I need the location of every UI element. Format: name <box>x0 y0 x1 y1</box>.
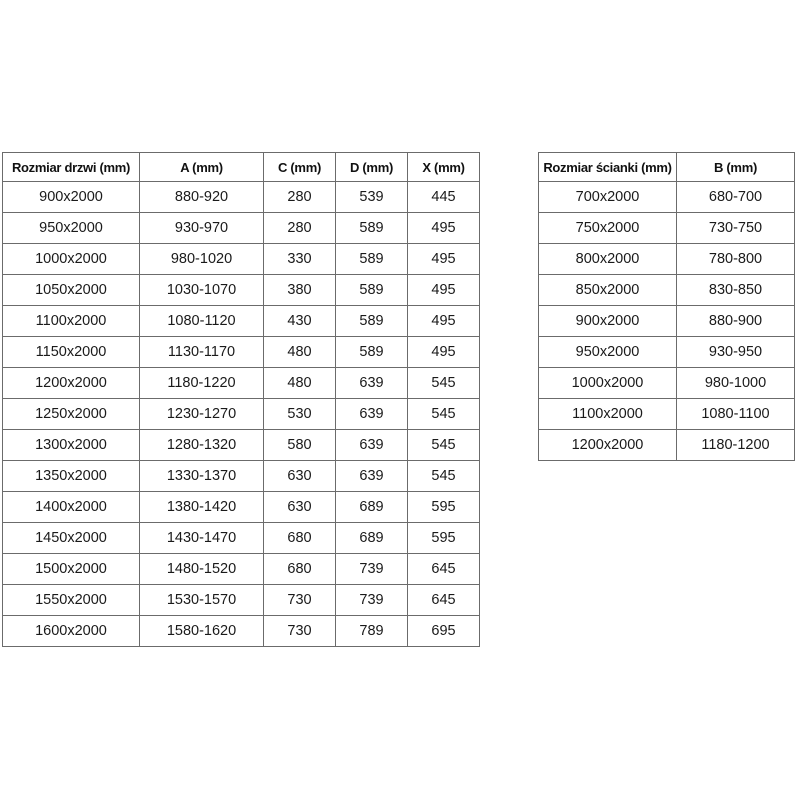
table-row <box>3 585 480 616</box>
cell-d-value: 539 <box>336 182 408 213</box>
cell-door-size: 1300x2000 <box>3 430 140 461</box>
cell-d-value: 589 <box>336 275 408 306</box>
cell-x-value: 595 <box>408 523 480 554</box>
cell-c-value: 680 <box>264 554 336 585</box>
column-header-x: X (mm) <box>408 153 480 182</box>
cell-a-value: 1030-1070 <box>140 275 264 306</box>
cell-door-size: 1000x2000 <box>3 244 140 275</box>
cell-c-value: 330 <box>264 244 336 275</box>
wall-table-header-row <box>539 153 795 182</box>
cell-x-value: 595 <box>408 492 480 523</box>
table-row <box>3 616 480 647</box>
cell-c-value: 680 <box>264 523 336 554</box>
table-row <box>539 244 795 275</box>
cell-c-value: 280 <box>264 213 336 244</box>
table-row <box>539 213 795 244</box>
cell-d-value: 589 <box>336 213 408 244</box>
cell-b-value: 930-950 <box>677 337 795 368</box>
cell-d-value: 739 <box>336 554 408 585</box>
column-header-d: D (mm) <box>336 153 408 182</box>
table-row <box>539 275 795 306</box>
cell-a-value: 1530-1570 <box>140 585 264 616</box>
cell-c-value: 280 <box>264 182 336 213</box>
cell-wall-size: 900x2000 <box>539 306 677 337</box>
cell-b-value: 780-800 <box>677 244 795 275</box>
cell-b-value: 1080-1100 <box>677 399 795 430</box>
cell-x-value: 495 <box>408 337 480 368</box>
cell-wall-size: 800x2000 <box>539 244 677 275</box>
cell-a-value: 980-1020 <box>140 244 264 275</box>
cell-c-value: 630 <box>264 492 336 523</box>
table-row <box>3 554 480 585</box>
cell-x-value: 695 <box>408 616 480 647</box>
table-row <box>539 399 795 430</box>
cell-a-value: 1230-1270 <box>140 399 264 430</box>
cell-x-value: 495 <box>408 244 480 275</box>
cell-door-size: 1400x2000 <box>3 492 140 523</box>
table-row <box>3 213 480 244</box>
cell-b-value: 980-1000 <box>677 368 795 399</box>
cell-c-value: 480 <box>264 337 336 368</box>
cell-b-value: 680-700 <box>677 182 795 213</box>
cell-c-value: 730 <box>264 616 336 647</box>
cell-d-value: 589 <box>336 337 408 368</box>
cell-d-value: 589 <box>336 244 408 275</box>
cell-d-value: 639 <box>336 399 408 430</box>
cell-c-value: 580 <box>264 430 336 461</box>
cell-a-value: 1080-1120 <box>140 306 264 337</box>
table-row <box>539 430 795 461</box>
door-table-body <box>3 182 480 647</box>
cell-door-size: 1500x2000 <box>3 554 140 585</box>
table-row <box>3 399 480 430</box>
cell-a-value: 880-920 <box>140 182 264 213</box>
cell-a-value: 1180-1220 <box>140 368 264 399</box>
cell-door-size: 1100x2000 <box>3 306 140 337</box>
cell-d-value: 789 <box>336 616 408 647</box>
cell-a-value: 1480-1520 <box>140 554 264 585</box>
cell-x-value: 545 <box>408 368 480 399</box>
cell-d-value: 689 <box>336 492 408 523</box>
cell-c-value: 630 <box>264 461 336 492</box>
column-header-c: C (mm) <box>264 153 336 182</box>
cell-d-value: 589 <box>336 306 408 337</box>
cell-wall-size: 1100x2000 <box>539 399 677 430</box>
table-row <box>539 337 795 368</box>
column-header-b: B (mm) <box>677 153 795 182</box>
table-row <box>3 523 480 554</box>
cell-c-value: 530 <box>264 399 336 430</box>
table-row <box>539 368 795 399</box>
cell-a-value: 1580-1620 <box>140 616 264 647</box>
table-row <box>539 306 795 337</box>
cell-d-value: 639 <box>336 461 408 492</box>
cell-a-value: 1330-1370 <box>140 461 264 492</box>
wall-size-table <box>538 152 795 461</box>
column-header-door-size: Rozmiar drzwi (mm) <box>3 153 140 182</box>
table-row <box>3 275 480 306</box>
cell-door-size: 1250x2000 <box>3 399 140 430</box>
cell-x-value: 445 <box>408 182 480 213</box>
cell-door-size: 1150x2000 <box>3 337 140 368</box>
table-row <box>3 306 480 337</box>
table-row <box>3 492 480 523</box>
cell-x-value: 645 <box>408 585 480 616</box>
cell-x-value: 495 <box>408 306 480 337</box>
cell-a-value: 1280-1320 <box>140 430 264 461</box>
table-row <box>3 368 480 399</box>
table-row <box>539 182 795 213</box>
table-row <box>3 244 480 275</box>
cell-a-value: 930-970 <box>140 213 264 244</box>
cell-wall-size: 850x2000 <box>539 275 677 306</box>
table-row <box>3 182 480 213</box>
cell-a-value: 1130-1170 <box>140 337 264 368</box>
table-row <box>3 461 480 492</box>
cell-d-value: 739 <box>336 585 408 616</box>
cell-wall-size: 750x2000 <box>539 213 677 244</box>
cell-c-value: 480 <box>264 368 336 399</box>
table-row <box>3 337 480 368</box>
cell-wall-size: 950x2000 <box>539 337 677 368</box>
cell-x-value: 545 <box>408 399 480 430</box>
cell-x-value: 495 <box>408 213 480 244</box>
cell-door-size: 1550x2000 <box>3 585 140 616</box>
column-header-a: A (mm) <box>140 153 264 182</box>
cell-door-size: 1200x2000 <box>3 368 140 399</box>
cell-door-size: 1350x2000 <box>3 461 140 492</box>
cell-b-value: 730-750 <box>677 213 795 244</box>
cell-b-value: 880-900 <box>677 306 795 337</box>
cell-a-value: 1430-1470 <box>140 523 264 554</box>
cell-b-value: 1180-1200 <box>677 430 795 461</box>
cell-x-value: 545 <box>408 430 480 461</box>
cell-door-size: 1050x2000 <box>3 275 140 306</box>
cell-x-value: 645 <box>408 554 480 585</box>
table-row <box>3 430 480 461</box>
cell-wall-size: 1000x2000 <box>539 368 677 399</box>
cell-c-value: 730 <box>264 585 336 616</box>
cell-door-size: 900x2000 <box>3 182 140 213</box>
cell-a-value: 1380-1420 <box>140 492 264 523</box>
cell-x-value: 495 <box>408 275 480 306</box>
cell-door-size: 1450x2000 <box>3 523 140 554</box>
cell-wall-size: 1200x2000 <box>539 430 677 461</box>
cell-d-value: 639 <box>336 368 408 399</box>
cell-x-value: 545 <box>408 461 480 492</box>
cell-d-value: 639 <box>336 430 408 461</box>
cell-d-value: 689 <box>336 523 408 554</box>
column-header-wall-size: Rozmiar ścianki (mm) <box>539 153 677 182</box>
door-table-header-row <box>3 153 480 182</box>
cell-b-value: 830-850 <box>677 275 795 306</box>
cell-c-value: 380 <box>264 275 336 306</box>
wall-table-body <box>539 182 795 461</box>
cell-door-size: 950x2000 <box>3 213 140 244</box>
cell-wall-size: 700x2000 <box>539 182 677 213</box>
cell-door-size: 1600x2000 <box>3 616 140 647</box>
cell-c-value: 430 <box>264 306 336 337</box>
door-size-table <box>2 152 480 647</box>
